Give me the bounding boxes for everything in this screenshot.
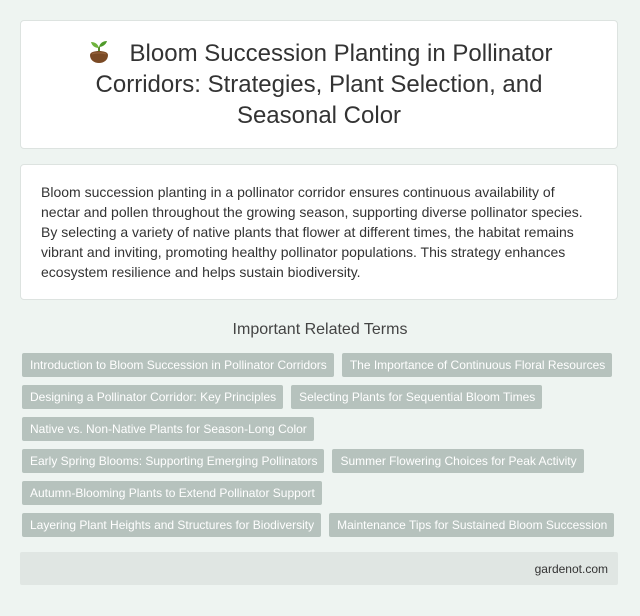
related-term-tag[interactable]: Selecting Plants for Sequential Bloom Times: [291, 385, 542, 409]
related-term-tag[interactable]: Summer Flowering Choices for Peak Activity: [332, 449, 583, 473]
footer: [20, 552, 618, 585]
related-term-tag[interactable]: Designing a Pollinator Corridor: Key Principles: [22, 385, 283, 409]
related-term-tag[interactable]: The Importance of Continuous Floral Resources: [342, 353, 612, 377]
page-title-text: Bloom Succession Planting in Pollinator Corridors: Strategies, Plant Selection, and Seasonal Color: [95, 40, 553, 129]
title-card: [20, 20, 618, 149]
summary-card: [20, 164, 618, 300]
related-term-tag[interactable]: Native vs. Non-Native Plants for Season-Long Color: [22, 417, 314, 441]
related-terms-heading: Important Related Terms: [232, 321, 408, 338]
related-term-tag[interactable]: Autumn-Blooming Plants to Extend Pollinator Support: [22, 481, 322, 505]
page-title: [45, 38, 593, 131]
footer-site-link[interactable]: gardenot.com: [534, 561, 608, 576]
related-term-tag[interactable]: Maintenance Tips for Sustained Bloom Succession: [329, 513, 614, 537]
related-term-tag[interactable]: Early Spring Blooms: Supporting Emerging Pollinators: [22, 449, 324, 473]
related-terms-list: [22, 353, 622, 537]
related-term-tag[interactable]: Introduction to Bloom Succession in Pollinator Corridors: [22, 353, 334, 377]
sprout-icon: [86, 38, 112, 64]
related-term-tag[interactable]: Layering Plant Heights and Structures for Biodiversity: [22, 513, 321, 537]
summary-text: Bloom succession planting in a pollinator corridor ensures continuous availability of nectar and pollen throughout the growing season, supporting diverse pollinator species. By selecting a variety of native plants that flower at different times, the habitat remains vibrant and inviting, promoting healthy pollinator populations. This strategy enhances ecosystem resilience and helps sustain biodiversity.: [41, 184, 583, 280]
